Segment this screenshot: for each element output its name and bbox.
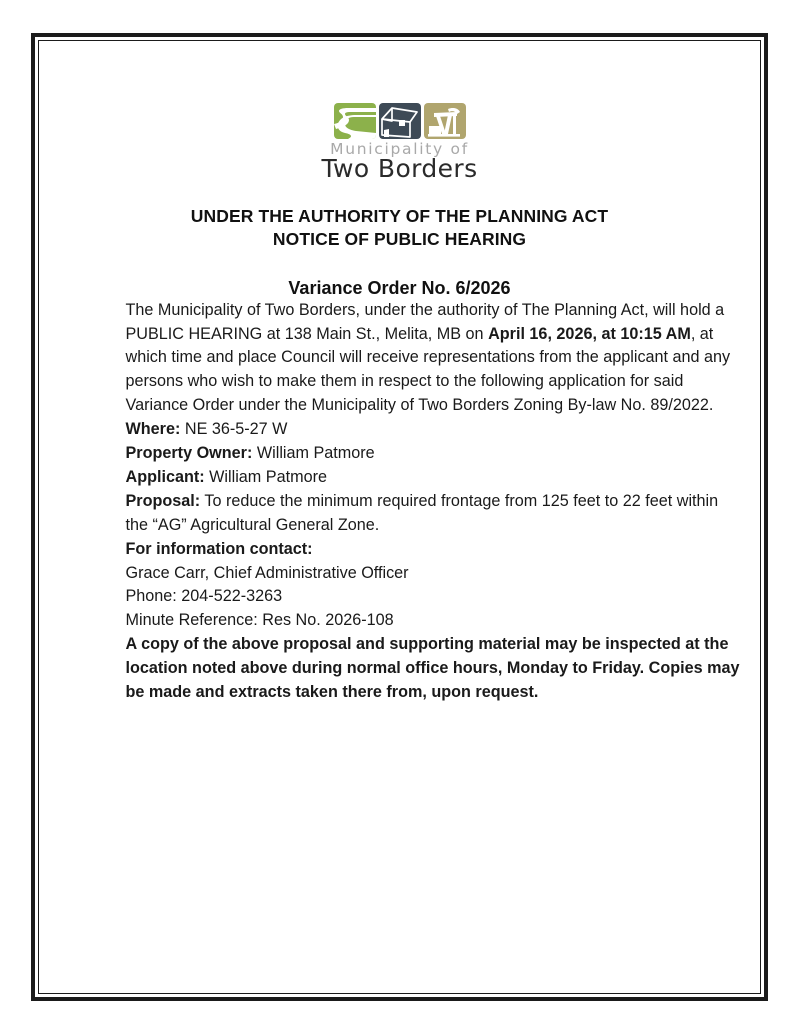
pumpjack-icon (424, 103, 466, 139)
contact-block (126, 538, 740, 610)
logo-text-two-borders: Two Borders (321, 154, 478, 184)
minute-reference: Minute Reference: Res No. 2026-108 (125, 611, 394, 630)
logo-text-municipality-of: Municipality of (330, 140, 469, 158)
inspection-note: A copy of the above proposal and supporting material may be inspected at the location noted above during normal office hours, Monday to Friday. Copies may be made and extracts taken there from, upon request. (125, 635, 740, 701)
municipality-logo (39, 103, 760, 183)
main-paragraph-part1: The Municipality of Two Borders, under the authority of The Planning Act, will hold a PUBLIC HEARING at 138 Main St., Melita, MB on (125, 300, 725, 343)
where-value: NE 36-5-27 W (184, 420, 288, 439)
main-paragraph (126, 299, 740, 418)
property-owner-value: William Patmore (256, 444, 375, 463)
logo-tiles (39, 103, 760, 139)
property-owner-label: Property Owner: (125, 444, 253, 463)
notice-heading (39, 205, 760, 251)
application-details (126, 418, 740, 537)
barn-icon (379, 103, 421, 139)
river-icon (334, 103, 376, 139)
applicant-label: Applicant: (125, 467, 205, 486)
document-content (39, 41, 760, 993)
page-border-inner (38, 40, 761, 994)
heading-line-authority: UNDER THE AUTHORITY OF THE PLANNING ACT (190, 205, 609, 226)
contact-label: For information contact: (125, 539, 313, 558)
river-landscape-tile (334, 103, 376, 139)
oil-pumpjack-tile (424, 103, 466, 139)
contact-phone: Phone: 204-522-3263 (125, 587, 283, 606)
proposal-label: Proposal: (125, 491, 201, 510)
hearing-datetime: April 16, 2026, at 10:15 AM (488, 324, 691, 343)
barn-building-tile (379, 103, 421, 139)
document-body (60, 299, 740, 705)
main-paragraph-part2: , at which time and place Council will receive representations from the applicant and any persons who wish to make them in respect to the following application for said Variance Order under the Municipality of Two Borders Zoning By-law No. 89/2022. (125, 324, 731, 415)
page-border-frame (31, 33, 768, 1001)
variance-order-number: Variance Order No. 6/2026 (288, 277, 511, 298)
heading-line-notice: NOTICE OF PUBLIC HEARING (272, 228, 527, 249)
proposal-value: To reduce the minimum required frontage from 125 feet to 22 feet within the “AG” Agricultural General Zone. (125, 491, 719, 534)
contact-name: Grace Carr, Chief Administrative Officer (125, 563, 409, 582)
where-label: Where: (125, 420, 181, 439)
applicant-value: William Patmore (209, 467, 327, 486)
